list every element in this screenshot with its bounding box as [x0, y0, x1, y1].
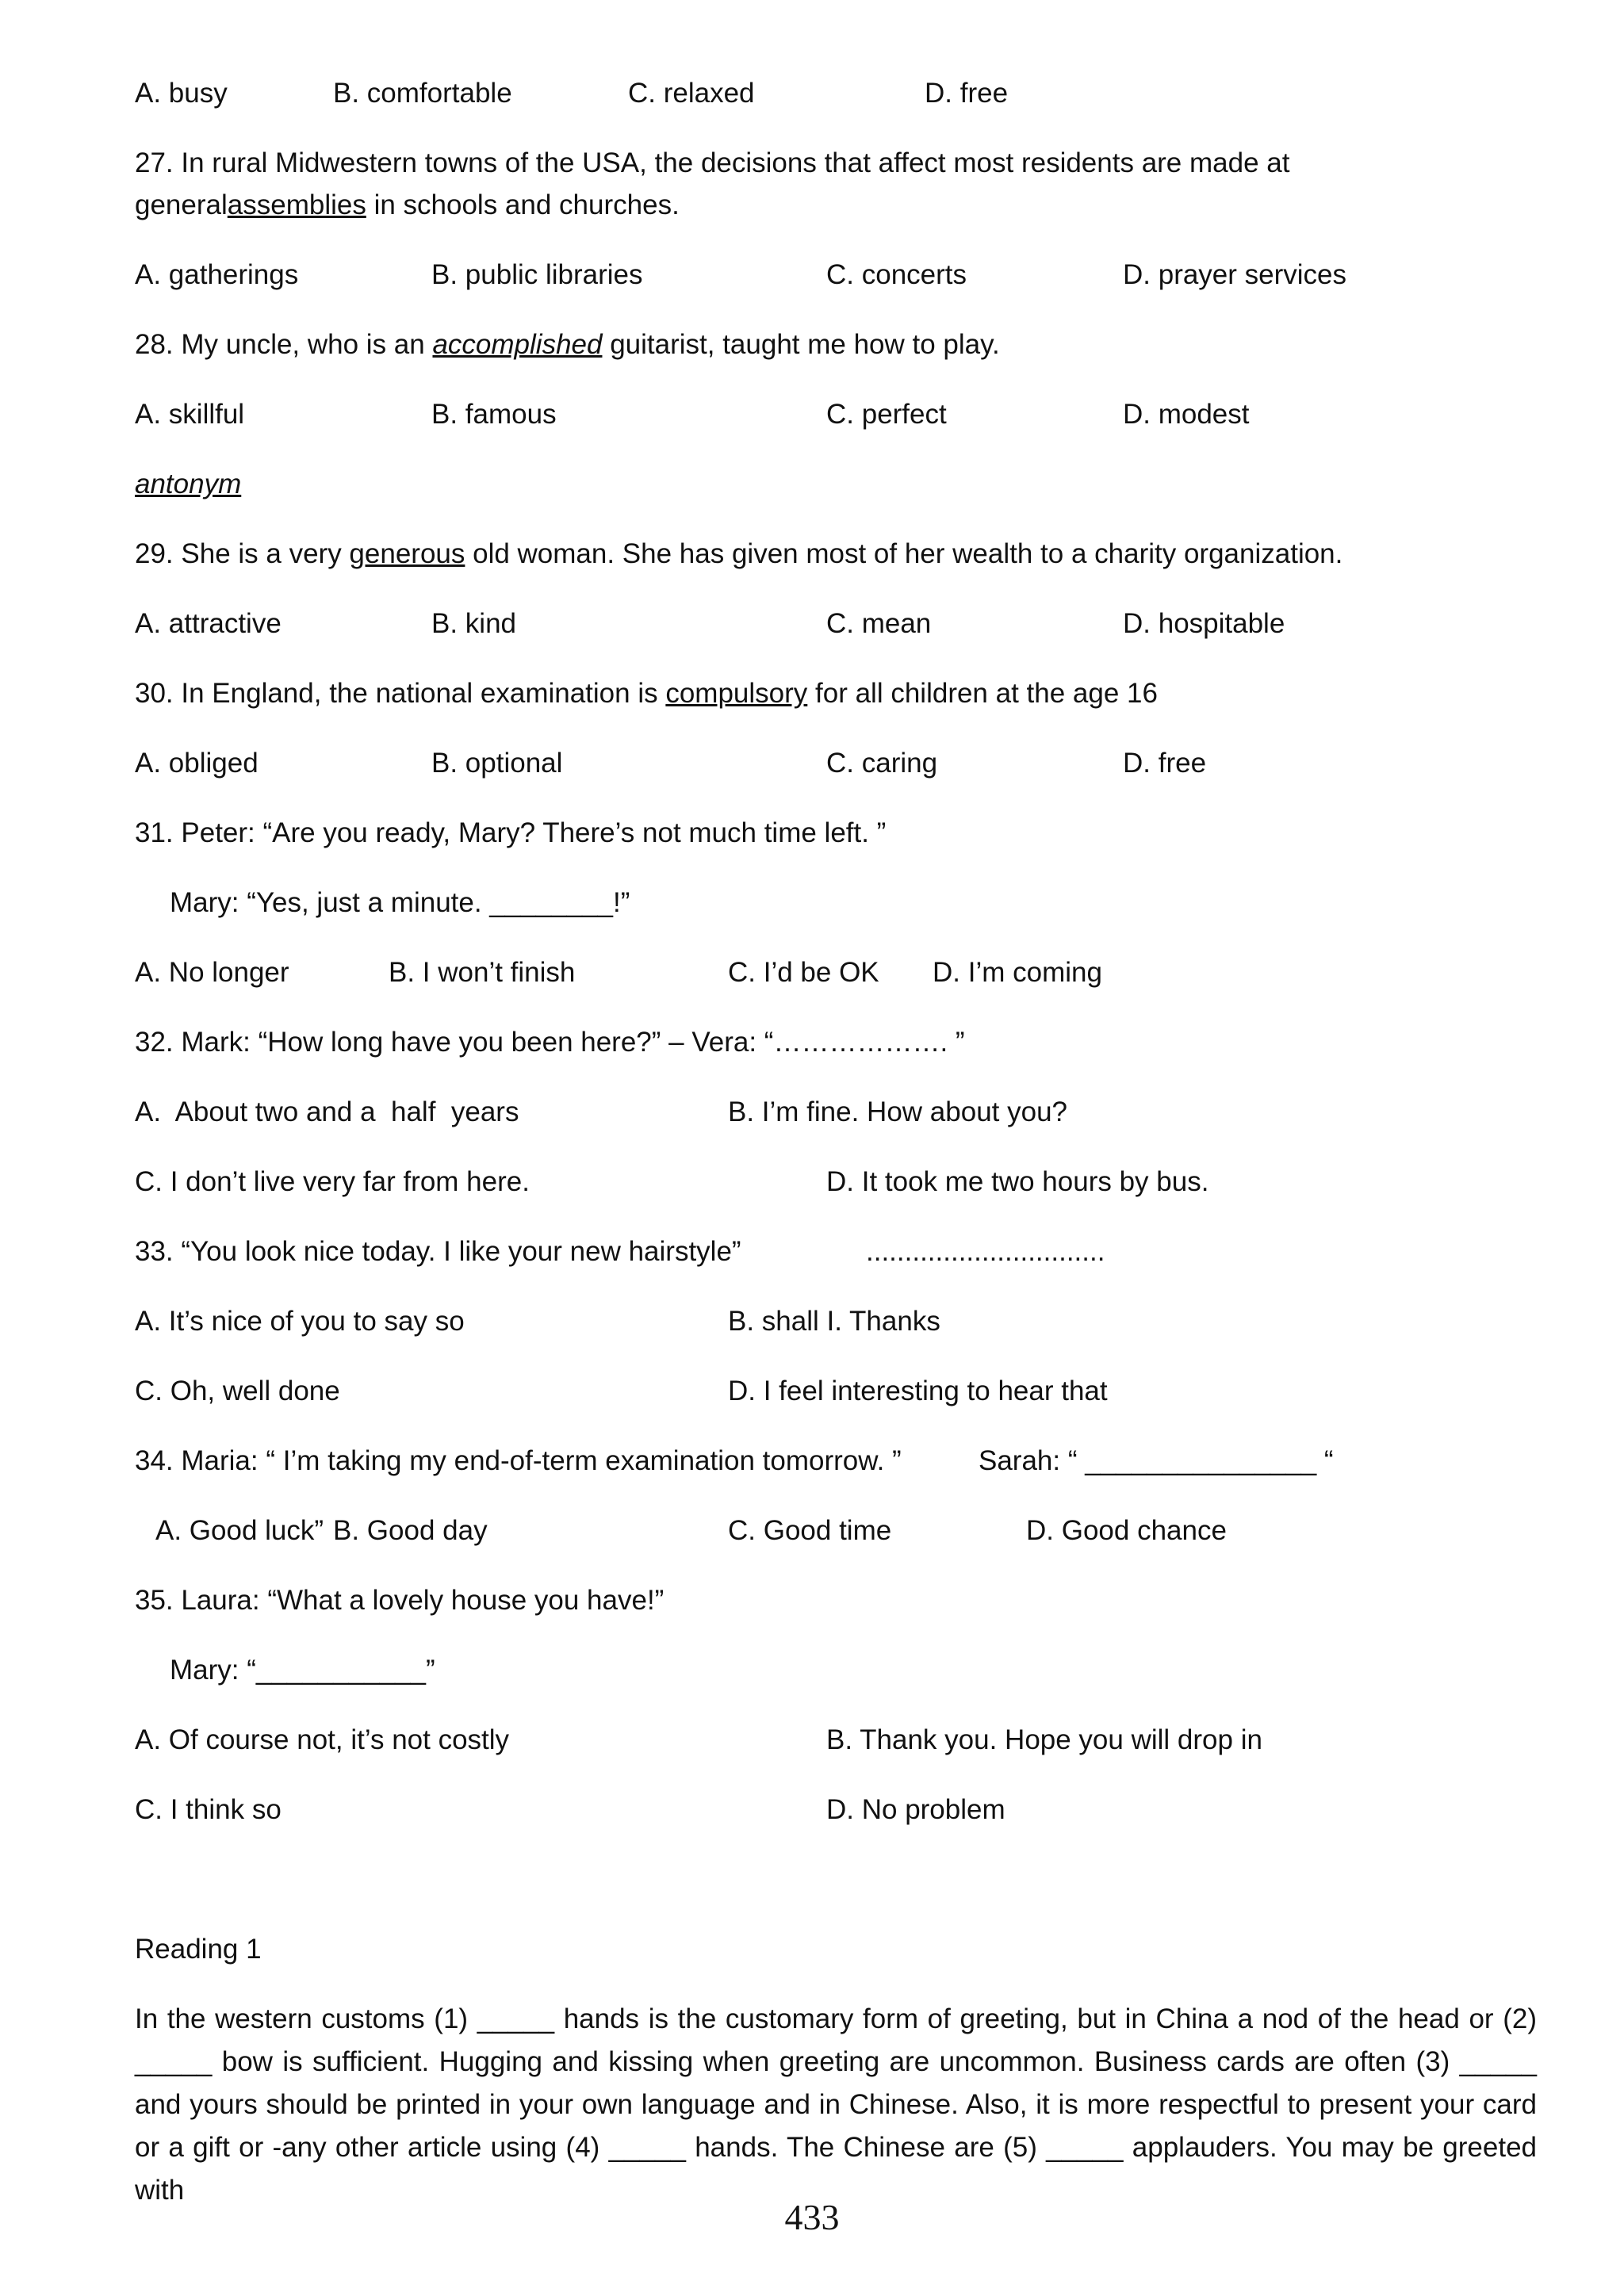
q33-question-text: 33. “You look nice today. I like your new hairstyle”	[135, 1236, 741, 1267]
q34-option-a: A. Good luck”	[155, 1515, 324, 1546]
q33-option-b: B. shall I. Thanks	[728, 1306, 940, 1337]
q26-option-b: B. comfortable	[333, 78, 512, 109]
q31-question-line2: Mary: “Yes, just a minute. ________!”	[170, 887, 630, 918]
q34-question-text: 34. Maria: “ I’m taking my end-of-term examination tomorrow. ”	[135, 1445, 902, 1476]
q34-response-blank: Sarah: “ _______________ “	[979, 1445, 1334, 1476]
q31-question-line1: 31. Peter: “Are you ready, Mary? There’s not much time left. ”	[135, 817, 887, 848]
q29-text-post: old woman. She has given most of her wealth to a charity organization.	[465, 538, 1343, 569]
q33-option-c: C. Oh, well done	[135, 1376, 340, 1406]
q30-question	[135, 676, 1158, 711]
q29-question	[135, 537, 1342, 572]
q35-option-d: D. No problem	[826, 1794, 1005, 1825]
q27-text-post: in schools and churches.	[366, 189, 680, 220]
q35-option-c: C. I think so	[135, 1794, 282, 1825]
q31-option-d: D. I’m coming	[933, 957, 1102, 988]
q30-text-post: for all children at the age 16	[807, 678, 1158, 709]
q28-text-pre: 28. My uncle, who is an	[135, 329, 433, 360]
antonym-section-label: antonym	[135, 469, 242, 499]
reading-heading: Reading 1	[135, 1934, 262, 1965]
q30-option-d: D. free	[1123, 748, 1207, 779]
q27-option-d: D. prayer services	[1123, 259, 1347, 290]
q27-text-pre: general	[135, 189, 228, 220]
q26-option-a: A. busy	[135, 78, 228, 109]
q35-question-line1: 35. Laura: “What a lovely house you have!”	[135, 1585, 665, 1616]
q30-option-b: B. optional	[431, 748, 563, 779]
q33-option-d: D. I feel interesting to hear that	[728, 1376, 1108, 1406]
q34-option-b: B. Good day	[333, 1515, 488, 1546]
q34-question	[135, 1444, 1334, 1479]
q33-answer-blank: ...............................	[866, 1236, 1105, 1267]
q29-underlined-word: generous	[349, 538, 465, 569]
q27-question-line2	[135, 188, 680, 223]
q28-underlined-word: accomplished	[432, 329, 603, 360]
q32-option-a: A. About two and a half years	[135, 1096, 519, 1127]
q27-option-a: A. gatherings	[135, 259, 299, 290]
q30-option-c: C. caring	[826, 748, 938, 779]
q27-underlined-word: assemblies	[227, 189, 366, 220]
reading-paragraph: In the western customs (1) _____ hands is the customary form of greeting, but in China a nod of the head or (2) _____ bow is sufficient. Hugging and kissing when greeting are uncommon. Business cards are often (3) _____ and yours should be printed in your own language and in Chinese. Also, it is more respectful to present your card or a gift or -any other article using (4) _____ hands. The Chinese are (5) _____ applauders. You may be greeted with	[135, 2003, 1537, 2206]
q29-option-d: D. hospitable	[1123, 608, 1285, 639]
q30-underlined-word: compulsory	[665, 678, 808, 709]
q32-question: 32. Mark: “How long have you been here?” – Vera: “………………. ”	[135, 1027, 965, 1058]
q35-question-line2: Mary: “___________”	[170, 1655, 435, 1686]
q29-option-c: C. mean	[826, 608, 932, 639]
q28-option-a: A. skillful	[135, 399, 245, 430]
q31-option-b: B. I won’t finish	[389, 957, 576, 988]
q31-option-c: C. I’d be OK	[728, 957, 879, 988]
q30-text-pre: 30. In England, the national examination is	[135, 678, 666, 709]
q28-question	[135, 327, 1000, 362]
page-number: 433	[784, 2197, 840, 2237]
q28-option-d: D. modest	[1123, 399, 1250, 430]
q27-option-c: C. concerts	[826, 259, 967, 290]
q29-option-a: A. attractive	[135, 608, 282, 639]
q32-option-b: B. I’m fine. How about you?	[728, 1096, 1067, 1127]
q31-option-a: A. No longer	[135, 957, 289, 988]
q29-option-b: B. kind	[431, 608, 516, 639]
q33-option-a: A. It’s nice of you to say so	[135, 1306, 465, 1337]
q28-text-post: guitarist, taught me how to play.	[602, 329, 1000, 360]
q35-option-a: A. Of course not, it’s not costly	[135, 1724, 510, 1755]
q29-text-pre: 29. She is a very	[135, 538, 350, 569]
q26-option-c: C. relaxed	[628, 78, 755, 109]
q32-option-c: C. I don’t live very far from here.	[135, 1166, 530, 1197]
q27-option-b: B. public libraries	[431, 259, 643, 290]
q28-option-b: B. famous	[431, 399, 557, 430]
q34-option-c: C. Good time	[728, 1515, 892, 1546]
q32-option-d: D. It took me two hours by bus.	[826, 1166, 1209, 1197]
q30-option-a: A. obliged	[135, 748, 259, 779]
q28-option-c: C. perfect	[826, 399, 947, 430]
q27-question-line1: 27. In rural Midwestern towns of the USA, the decisions that affect most residents are made at	[135, 147, 1290, 178]
q26-option-d: D. free	[925, 78, 1009, 109]
q33-question	[135, 1234, 1105, 1269]
q35-option-b: B. Thank you. Hope you will drop in	[826, 1724, 1262, 1755]
q34-option-d: D. Good chance	[1026, 1515, 1227, 1546]
